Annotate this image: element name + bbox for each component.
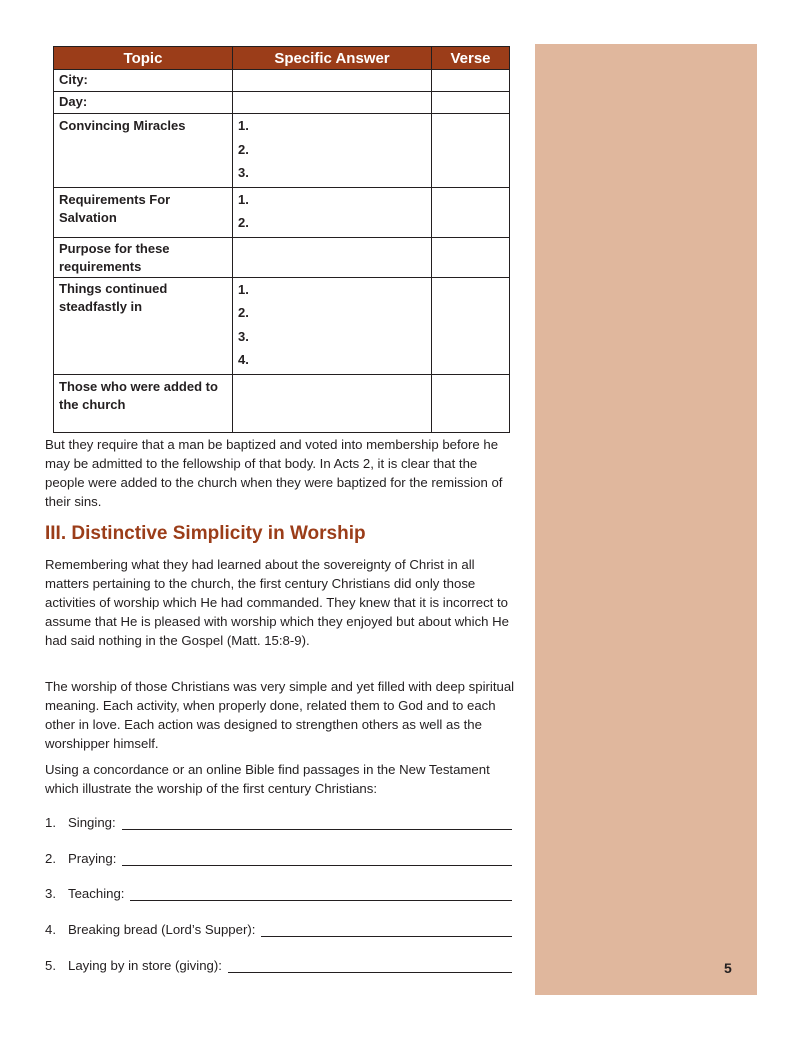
table-row-miracles [54,114,510,188]
paragraph-sovereignty: Remembering what they had learned about the sovereignty of Christ in all matters pertaining to the church, the first century Christians did only those activities of worship which He had commanded. They knew that it is incorrect to assume that He is pleased with worship which they enjoyed but about which He had said nothing in the Gospel (Matt. 15:8-9). [45,557,510,648]
topic-purpose: Purpose for these requirements [54,237,233,277]
sidebar-panel [535,44,757,995]
answer-number: 3. [238,165,249,180]
answer-line[interactable] [130,886,512,901]
answer-number: 1. [238,191,249,207]
topic-added: Those who were added to the church [54,374,233,432]
table-row-salvation [54,187,510,237]
worship-item-singing [45,810,512,830]
item-label: Laying by in store (giving): [68,958,222,973]
answer-salvation[interactable] [233,187,432,237]
topic-miracles: Convincing Miracles [54,114,233,188]
item-label: Singing: [68,815,116,830]
answer-number: 1. [238,118,249,133]
table-header-row [54,47,510,70]
answer-line[interactable] [228,958,512,973]
section-heading: III. Distinctive Simplicity in Worship [45,523,366,544]
verse-purpose[interactable] [432,237,510,277]
answer-purpose[interactable] [233,237,432,277]
answer-number: 2. [238,305,249,320]
header-specific-answer: Specific Answer [233,47,432,70]
answer-city[interactable] [233,70,432,92]
answer-added[interactable] [233,374,432,432]
answer-number: 2. [238,215,249,230]
topic-day: Day: [54,92,233,114]
answer-number: 1. [238,281,249,297]
answer-number: 2. [238,141,249,157]
verse-city[interactable] [432,70,510,92]
header-verse: Verse [432,47,510,70]
item-number: 2. [45,851,56,866]
answer-day[interactable] [233,92,432,114]
table-row-steadfast [54,277,510,374]
item-number: 1. [45,815,56,830]
paragraph-worship-meaning: The worship of those Christians was very simple and yet filled with deep spiritual meaning. Each activity, when properly done, related them to God and to each other in love. Each action was designed to strengthen others as well as the worshipper himself. [45,679,515,751]
header-topic: Topic [54,47,233,70]
item-number: 4. [45,922,56,937]
worship-item-praying [45,846,512,866]
answer-line[interactable] [122,851,512,866]
topic-city: City: [54,70,233,92]
worship-item-breaking-bread [45,917,512,937]
verse-added[interactable] [432,374,510,432]
worship-item-teaching [45,881,512,901]
table-row-added [54,374,510,432]
table-row-day [54,92,510,114]
answer-line[interactable] [261,922,512,937]
study-table [53,46,510,433]
answer-miracles[interactable] [233,114,432,188]
item-number: 3. [45,886,56,901]
verse-steadfast[interactable] [432,277,510,374]
verse-day[interactable] [432,92,510,114]
item-number: 5. [45,958,56,973]
paragraph-instructions: Using a concordance or an online Bible find passages in the New Testament which illustrate the worship of the first century Christians: [45,762,490,796]
verse-salvation[interactable] [432,187,510,237]
item-label: Breaking bread (Lord’s Supper): [68,922,256,937]
item-label: Praying: [68,851,117,866]
answer-number: 3. [238,328,249,344]
answer-line[interactable] [122,815,512,830]
item-label: Teaching: [68,886,125,901]
worship-item-giving [45,953,512,973]
page-number: 5 [724,960,732,976]
topic-salvation: Requirements For Salvation [54,187,233,237]
paragraph-baptism: But they require that a man be baptized and voted into membership before he may be admitted to the fellowship of that body. In Acts 2, it is clear that the people were added to the church when they were baptized for the remission of their sins. [45,437,503,509]
answer-number: 4. [238,352,249,367]
topic-steadfast: Things continued steadfastly in [54,277,233,374]
table-row-city [54,70,510,92]
answer-steadfast[interactable] [233,277,432,374]
table-row-purpose [54,237,510,277]
verse-miracles[interactable] [432,114,510,188]
